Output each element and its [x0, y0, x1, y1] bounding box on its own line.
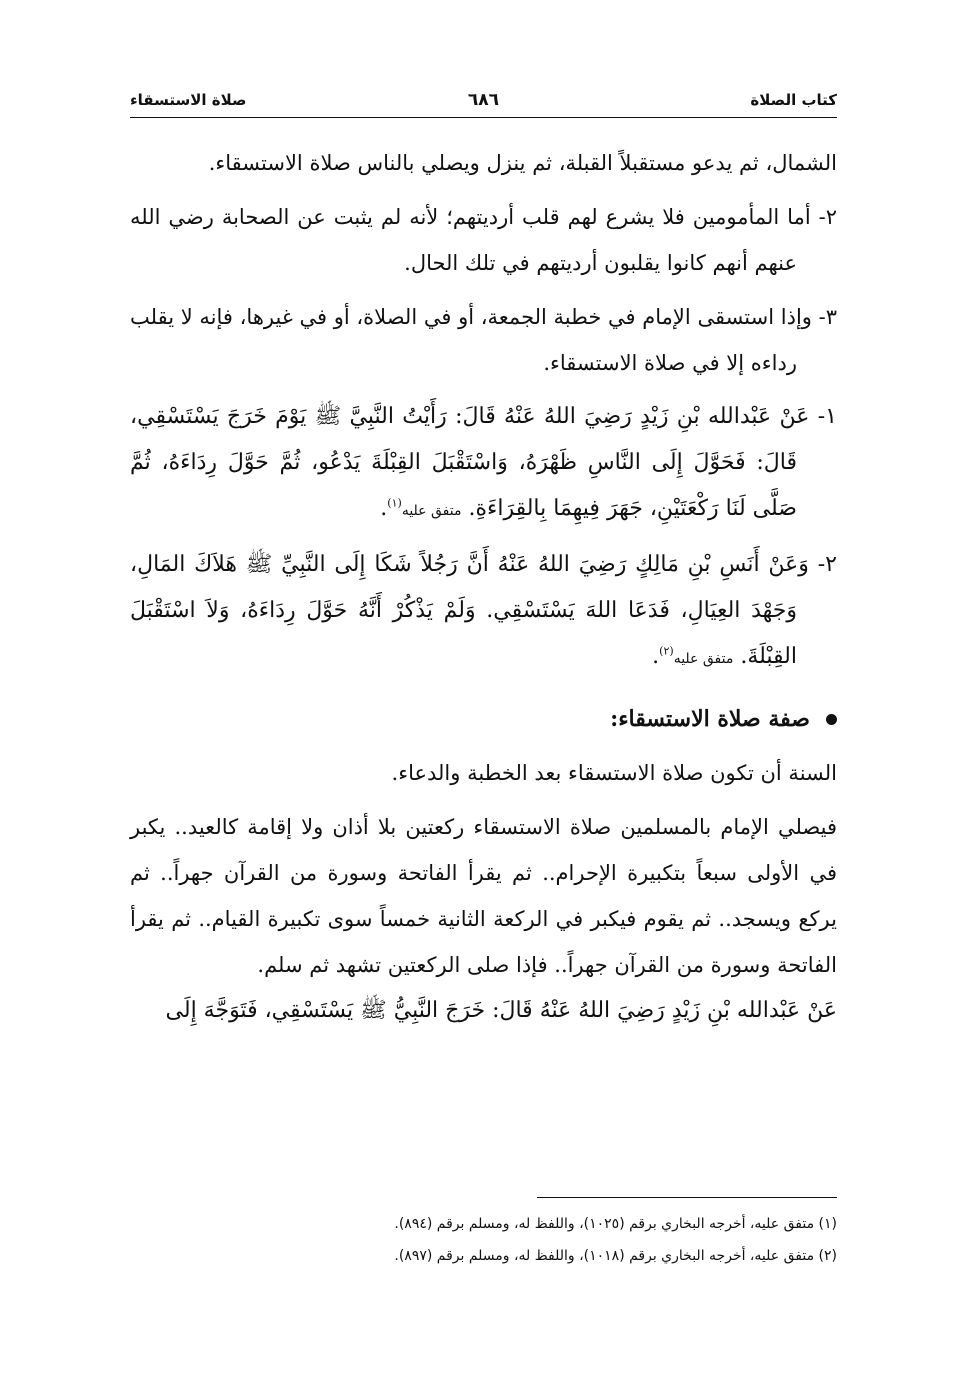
- footnote-2: (٢) متفق عليه، أخرجه البخاري برقم (١٠١٨)، واللفظ له، ومسلم برقم (٨٩٧).: [394, 1248, 837, 1264]
- list-item-3: ٣- وإذا استسقى الإمام في خطبة الجمعة، أو في الصلاة، أو في غيرها، فإنه لا يقلب رداءه إلا في صلاة الاستسقاء.: [130, 305, 837, 375]
- hadith-2-tag: متفق عليه: [673, 651, 734, 667]
- list-item-2: ٢- أما المأمومين فلا يشرع لهم قلب أرديتهم؛ لأنه لم يثبت عن الصحابة رضي الله عنهم أنهم كانوا يقلبون أرديتهم في تلك الحال.: [130, 205, 837, 275]
- hadith-2-period: .: [652, 644, 660, 669]
- paragraph-method: فيصلي الإمام بالمسلمين صلاة الاستسقاء ركعتين بلا أذان ولا إقامة كالعيد.. يكبر في الأولى سبعاً بتكبيرة الإحرام.. ثم يقرأ الفاتحة وسورة من القرآن جهراً.. ثم يركع ويسجد.. ثم يقوم فيكبر في الركعة الثانية خمساً سوى تكبيرة القيام.. ثم يقرأ الفاتحة وسورة من القرآن جهراً.. فإذا صلى الركعتين تشهد ثم سلم.: [130, 815, 837, 977]
- footnote-divider: [537, 1197, 837, 1198]
- main-text: [130, 140, 837, 1034]
- hadith-2-text: ٢- وَعَنْ أَنَسِ بْنِ مَالِكٍ رَضِيَ اللهُ عَنْهُ أَنَّ رَجُلاً شَكَا إِلَى النَّبِيِّ ﷺ هَلاَكَ المَالِ، وَجَهْدَ العِيَالِ، فَدَعَا اللهَ يَسْتَسْقِي. وَلَمْ يَذْكُرْ أَنَّهُ حَوَّلَ رِدَاءَهُ، وَلاَ اسْتَقْبَلَ القِبْلَةَ.: [130, 552, 837, 669]
- page-number: ٦٨٦: [467, 90, 500, 110]
- book-page: [130, 0, 837, 1382]
- paragraph-intro: الشمال، ثم يدعو مستقبلاً القبلة، ثم ينزل ويصلي بالناس صلاة الاستسقاء.: [208, 151, 837, 175]
- footnote-ref-1[interactable]: (١): [387, 496, 402, 510]
- header-divider: [130, 117, 837, 118]
- hadith-1-period: .: [380, 496, 388, 521]
- footnotes: [130, 1208, 837, 1272]
- footnote-1: (١) متفق عليه، أخرجه البخاري برقم (١٠٢٥)، واللفظ له، ومسلم برقم (٨٩٤).: [394, 1216, 837, 1232]
- paragraph-sunnah: السنة أن تكون صلاة الاستسقاء بعد الخطبة والدعاء.: [391, 761, 837, 785]
- hadith-1-text: ١- عَنْ عَبْدالله بْنِ زَيْدٍ رَضِيَ اللهُ عَنْهُ قَالَ: رَأَيْتُ النَّبِيَّ ﷺ يَوْمَ خَرَجَ يَسْتَسْقِي، قَالَ: فَحَوَّلَ إِلَى النَّاسِ ظَهْرَهُ، وَاسْتَقْبَلَ القِبْلَةَ يَدْعُو، ثُمَّ حَوَّلَ رِدَاءَهُ، ثُمَّ صَلَّى لَنَا رَكْعَتَيْنِ، جَهَرَ فِيهِمَا بِالقِرَاءَةِ.: [130, 404, 837, 521]
- section-title: صلاة الاستسقاء: [130, 91, 247, 109]
- chapter-title: كتاب الصلاة: [750, 91, 837, 109]
- bullet-icon: [826, 714, 837, 725]
- section-heading-text: صفة صلاة الاستسقاء:: [610, 706, 810, 732]
- hadith-1-tag: متفق عليه: [401, 503, 462, 519]
- section-heading: [130, 696, 837, 742]
- hadith-3: عَنْ عَبْدالله بْنِ زَيْدٍ رَضِيَ اللهُ عَنْهُ قَالَ: خَرَجَ النَّبِيُّ ﷺ يَسْتَسْقِي، فَتَوَجَّهَ إِلَى: [165, 998, 837, 1023]
- hadith-1: [130, 394, 837, 534]
- hadith-2: [130, 542, 837, 682]
- footnote-ref-2[interactable]: (٢): [659, 644, 674, 658]
- running-header: [130, 86, 837, 114]
